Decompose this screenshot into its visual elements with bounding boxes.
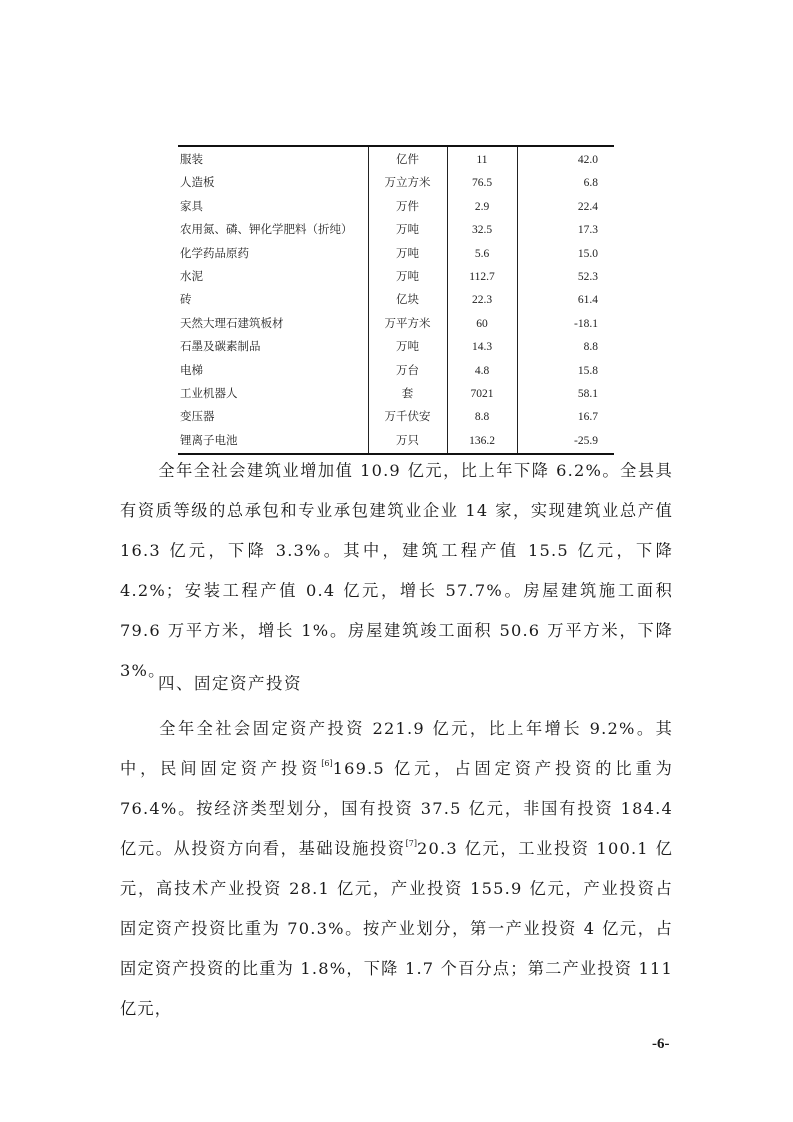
table-row xyxy=(178,289,614,312)
product-name: 化学药品原药 xyxy=(178,243,368,266)
product-growth: 22.4 xyxy=(577,200,598,213)
product-growth: 17.3 xyxy=(577,224,598,237)
page-number: -6- xyxy=(652,1036,670,1052)
product-output: 2.9 xyxy=(447,196,517,219)
investment-text-part3: 20.3 亿元，工业投资 100.1 亿元，高技术产业投资 28.1 亿元，产业投资 155.9 亿元，产业投资占固定资产投资比重为 70.3%。按产业划分，第一产业投资 4 亿元，占固定资产投资的比重为 1.8%，下降 1.7 个百分点；第二产业投资 111 亿元， xyxy=(120,839,673,1018)
product-unit: 万台 xyxy=(368,360,447,383)
product-name: 人造板 xyxy=(178,172,368,195)
product-output: 60 xyxy=(447,313,517,336)
table-row xyxy=(178,360,614,383)
investment-paragraph xyxy=(120,709,673,1029)
construction-paragraph-text: 全年全社会建筑业增加值 10.9 亿元，比上年下降 6.2%。全县具有资质等级的总承包和专业承包建筑业企业 14 家，实现建筑业总产值 16.3 亿元，下降 3.3%。其中，建筑工程产值 15.5 亿元，下降 4.2%；安装工程产值 0.4 亿元，增长 57.7%。房屋建筑施工面积 79.6 万平方米，增长 1%。房屋建筑竣工面积 50.6 万平方米，下降 3%。 xyxy=(120,461,673,680)
footnote-ref-6[interactable]: [6] xyxy=(321,759,333,768)
product-output: 4.8 xyxy=(447,360,517,383)
footnote-ref-7[interactable]: [7] xyxy=(405,839,418,848)
table-row xyxy=(178,266,614,289)
product-output: 76.5 xyxy=(447,172,517,195)
product-name: 砖 xyxy=(178,289,368,312)
product-output: 22.3 xyxy=(447,289,517,312)
product-output: 136.2 xyxy=(447,430,517,454)
product-unit: 万吨 xyxy=(368,336,447,359)
product-unit: 亿件 xyxy=(368,146,447,172)
product-unit: 万件 xyxy=(368,196,447,219)
product-name: 石墨及碳素制品 xyxy=(178,336,368,359)
product-unit: 万吨 xyxy=(368,219,447,242)
table-body xyxy=(178,146,614,454)
product-output: 14.3 xyxy=(447,336,517,359)
product-unit: 万吨 xyxy=(368,243,447,266)
product-growth: 16.7 xyxy=(577,411,598,424)
product-name: 天然大理石建筑板材 xyxy=(178,313,368,336)
table-row xyxy=(178,243,614,266)
product-growth: 61.4 xyxy=(577,294,598,307)
industrial-products-table xyxy=(178,145,614,455)
product-name: 水泥 xyxy=(178,266,368,289)
product-unit: 万只 xyxy=(368,430,447,454)
product-growth: 42.0 xyxy=(577,154,598,166)
product-growth: 58.1 xyxy=(577,388,598,401)
product-growth: 15.0 xyxy=(577,247,598,260)
product-name: 农用氮、磷、钾化学肥料（折纯） xyxy=(178,219,368,242)
section-heading: 四、固定资产投资 xyxy=(158,674,302,693)
table-row xyxy=(178,383,614,406)
product-unit: 万平方米 xyxy=(368,313,447,336)
product-unit: 万千伏安 xyxy=(368,406,447,429)
product-growth: 6.8 xyxy=(583,177,598,190)
investment-text-part1: 全年全社会固定资产投资 221.9 亿元，比上年增长 9.2%。其中，民间固定资产投资 xyxy=(120,719,673,778)
products-table xyxy=(178,145,614,455)
product-output: 11 xyxy=(447,146,517,172)
table-row xyxy=(178,336,614,359)
product-growth: 52.3 xyxy=(577,271,598,284)
product-growth: -25.9 xyxy=(574,434,598,447)
product-growth: -18.1 xyxy=(574,317,598,330)
product-unit: 套 xyxy=(368,383,447,406)
product-output: 32.5 xyxy=(447,219,517,242)
product-output: 8.8 xyxy=(447,406,517,429)
product-unit: 万立方米 xyxy=(368,172,447,195)
product-unit: 亿块 xyxy=(368,289,447,312)
product-name: 服装 xyxy=(178,146,368,172)
table-row xyxy=(178,313,614,336)
product-name: 工业机器人 xyxy=(178,383,368,406)
product-name: 电梯 xyxy=(178,360,368,383)
product-unit: 万吨 xyxy=(368,266,447,289)
product-output: 112.7 xyxy=(447,266,517,289)
product-output: 7021 xyxy=(447,383,517,406)
product-name: 家具 xyxy=(178,196,368,219)
product-output: 5.6 xyxy=(447,243,517,266)
product-growth: 8.8 xyxy=(583,341,598,354)
construction-paragraph xyxy=(120,451,673,691)
investment-text-part2: 169.5 亿元，占固定资产投资的比重为 76.4%。按经济类型划分，国有投资 37.5 亿元，非国有投资 184.4 亿元。从投资方向看，基础设施投资 xyxy=(120,759,673,858)
product-name: 锂离子电池 xyxy=(178,430,368,454)
product-growth: 15.8 xyxy=(577,364,598,377)
table-row xyxy=(178,406,614,429)
product-name: 变压器 xyxy=(178,406,368,429)
table-row xyxy=(178,196,614,219)
table-row xyxy=(178,146,614,172)
table-row xyxy=(178,172,614,195)
table-row xyxy=(178,219,614,242)
